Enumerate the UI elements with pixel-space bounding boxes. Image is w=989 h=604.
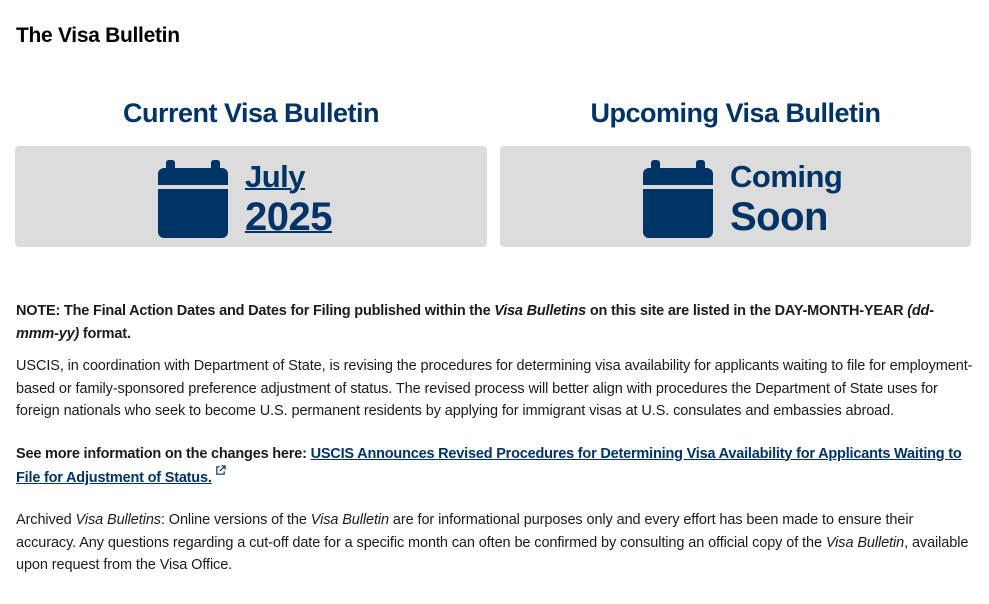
calendar-icon [158, 160, 228, 238]
more-info-paragraph [16, 443, 976, 490]
note-italic: Visa Bulletins [494, 303, 587, 319]
page-title: The Visa Bulletin [16, 24, 180, 47]
upcoming-bulletin-card [500, 146, 971, 247]
current-bulletin-card[interactable] [15, 146, 487, 247]
archived-italic: Visa Bulletin [825, 534, 905, 551]
external-link-icon [215, 465, 226, 476]
upcoming-bulletin-heading: Upcoming Visa Bulletin [590, 98, 881, 128]
archived-italic: Visa Bulletins [75, 512, 161, 529]
upcoming-bulletin-section [500, 94, 971, 239]
bulletin-info-content [16, 300, 976, 577]
date-format-note [16, 300, 976, 345]
upcoming-line-1: Coming [730, 159, 843, 194]
uscis-announcement-link-text: USCIS Announces Revised Procedures for Determining Visa Availability for Applicants Waiting to File for Adjustment of Status. [16, 445, 962, 486]
current-bulletin-section [15, 94, 487, 239]
note-italic: (dd-mmm-yy) [16, 303, 934, 342]
calendar-icon [643, 160, 713, 238]
archived-text: : Online versions of the [160, 512, 311, 529]
archived-text: , available upon request from the Visa Office. [16, 534, 969, 574]
current-bulletin-year-link[interactable]: 2025 [245, 195, 332, 239]
upcoming-bulletin-text [730, 156, 842, 238]
uscis-revision-paragraph: USCIS, in coordination with Department of State, is revising the procedures for determining visa availability for applicants waiting to file for employment-based or family-sponsored preference adjustment of status. The revised process will better align with procedures the Department of State uses for foreign nationals who seek to become U.S. permanent residents by applying for immigrant visas at U.S. consulates and embassies abroad. [16, 358, 973, 419]
archived-text: are for informational purposes only and every effort has been made to ensure their accuracy. Any questions regarding a cut-off date for a specific month can often be confirmed by consulting an official copy of the [16, 512, 914, 551]
archived-bulletins-paragraph [16, 509, 976, 577]
note-text: NOTE: The Final Action Dates and Dates for Filing published within the [16, 303, 495, 319]
upcoming-line-2: Soon [730, 195, 828, 239]
more-info-label: See more information on the changes here: [16, 445, 311, 462]
current-bulletin-month-link[interactable]: July [245, 159, 306, 194]
archived-italic: Visa Bulletin [310, 512, 389, 529]
note-text: format. [79, 325, 131, 342]
archived-text: Archived [16, 512, 76, 529]
current-bulletin-heading: Current Visa Bulletin [122, 98, 380, 128]
current-bulletin-text [245, 156, 332, 240]
note-text: on this site are listed in the DAY-MONTH-YEAR [586, 303, 908, 319]
